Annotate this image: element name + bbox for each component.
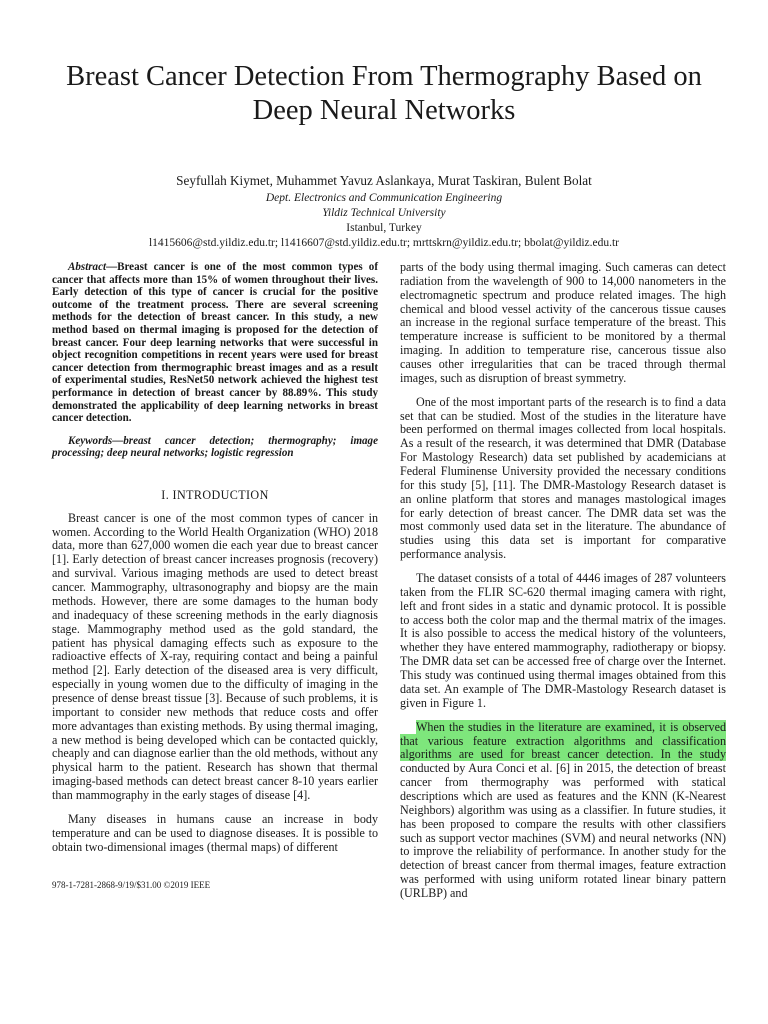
- right-column: [400, 261, 726, 901]
- author-department: Dept. Electronics and Communication Engineering: [265, 192, 503, 204]
- highlighted-text: When the studies in the literature are examined, it is observed that various feature extraction algorithms and classification algorithms are used for breast cancer detection. In the study: [400, 719, 726, 762]
- author-names: Seyfullah Kiymet, Muhammet Yavuz Aslankaya, Murat Taskiran, Bulent Bolat: [176, 173, 592, 188]
- abstract-lead: Abstract: [68, 261, 107, 273]
- intro-paragraph-1: Breast cancer is one of the most common types of cancer in women. According to the World Health Organization (WHO) 2018 data, more than 627,000 women die each year due to breast cancer [1]. Early detection of breast cancer increases prognosis (recovery) and survival. Various imaging methods are used to detect breast cancer. Mammography, ultrasonography and biopsy are the main methods. However, there are some damages to the human body and inadequacy of these screening methods in the early diagnosis stage. Mammography method used as the gold standard, the patient has physical damaging effects such as exposure to the radioactive effects of X-ray, requiring contact and being a painful method [2]. Early detection of the diseased area is very difficult, especially in young women due to the difficulty of imaging in the presence of dense breast tissue [3]. Because of such problems, it is important to consider new methods that reduce costs and offer more advantages than existing methods. By using thermal imaging, a new method is being developed which can be contacted quickly, cheaply and can diagnose earlier than the old methods, without any physical harm to the patient. Research has shown that thermal imaging-based methods can detect breast cancer 8-10 years earlier than mammography in the early stages of disease [4].: [52, 510, 378, 802]
- keywords-text: —breast cancer detection; thermography; image processing; deep neural networks; logistic regression: [52, 434, 378, 460]
- author-emails: l1415606@std.yildiz.edu.tr; l1416607@std.yildiz.edu.tr; mrttskrn@yildiz.edu.tr; bbolat@yildiz.edu.tr: [148, 237, 620, 249]
- right-paragraph-4: [400, 721, 726, 901]
- copyright-footer: 978-1-7281-2868-9/19/$31.00 ©2019 IEEE: [52, 880, 211, 890]
- paper-title: Breast Cancer Detection From Thermography Based on Deep Neural Networks: [66, 61, 702, 126]
- author-location: Istanbul, Turkey: [346, 222, 422, 234]
- right-paragraph-4-rest: conducted by Aura Conci et al. [6] in 2015, the detection of breast cancer from thermography was performed with statical descriptions which are used as features and the KNN (K-Nearest Neighbors) algorithm was using as a classifier. In future studies, it has been proposed to compare the results with other classifiers such as support vector machines (SVM) and neural networks (NN) to improve the reliability of performance. In another study for the detection of breast cancer from thermal images, feature extraction was performed with using uniform rotated linear binary pattern (URLBP) and: [400, 761, 726, 900]
- keywords: [52, 435, 378, 460]
- abstract-text: —Breast cancer is one of the most common types of cancer that affects more than 15% of women throughout their lives. Early detection of this type of cancer is crucial for the positive outcome of the treatment process. There are several screening methods for the detection of breast cancer. In this study, a new method based on thermal imaging is proposed for the detection of breast cancer. Four deep learning networks that were successful in object recognition competitions in recent years were used for breast cancer detection from thermographic breast images and as a result of experimental studies, ResNet50 network achieved the highest test performance in detection of breast cancer by 88.89%. This study demonstrated the applicability of deep learning networks in breast cancer detection.: [52, 261, 378, 425]
- author-university: Yildiz Technical University: [322, 207, 446, 219]
- keywords-lead: Keywords: [68, 434, 113, 447]
- right-paragraph-3: The dataset consists of a total of 4446 images of 287 volunteers taken from the FLIR SC-620 thermal imaging camera with right, left and front sides in a static and dynamic protocol. It is possible to access both the color map and the thermal matrix of the images. It is also possible to access the medical history of the volunteers, whether they have entered mammography, radiotherapy or biopsy. The DMR data set can be accessed free of charge over the Internet. This study was continued using thermal images obtained from this data set. An example of The DMR-Mastology Research dataset is given in Figure 1.: [400, 571, 726, 710]
- left-column: [52, 261, 378, 854]
- right-paragraph-2: One of the most important parts of the research is to find a data set that can be studied. Most of the studies in the literature have been performed on thermal images collected from local hospitals. As a result of the research, it was determined that DMR (Database For Mastology Research) data set published by academicians at Federal Fluminense University provided the necessary conditions for this study [5], [11]. The DMR-Mastology Research dataset is an online platform that stores and manages mastological images for early detection of breast cancer. The DMR data set was the most commonly used data set in the literature. The abundance of studies using this data set is important for comparative performance analysis.: [400, 394, 726, 562]
- section-heading-introduction: I. INTRODUCTION: [161, 487, 269, 502]
- abstract: [52, 261, 378, 425]
- right-paragraph-1: parts of the body using thermal imaging. Such cameras can detect radiation from the wavelength of 900 to 14,000 nanometers in the electromagnetic spectrum and produce related images. The high chemical and blood vessel activity of the cancerous tissue causes an increase in the regional surface temperature of the breast. This temperature increase is sufficient to be monitored by a thermal imaging. In addition to temperature rise, cancerous tissue also causes other irregularities that can be traced through thermal images, such as disruption of breast symmetry.: [400, 260, 726, 385]
- author-block: [40, 172, 728, 251]
- intro-paragraph-2: Many diseases in humans cause an increase in body temperature and can be used to diagnose diseases. It is possible to obtain two-dimensional images (thermal maps) of different: [52, 811, 378, 854]
